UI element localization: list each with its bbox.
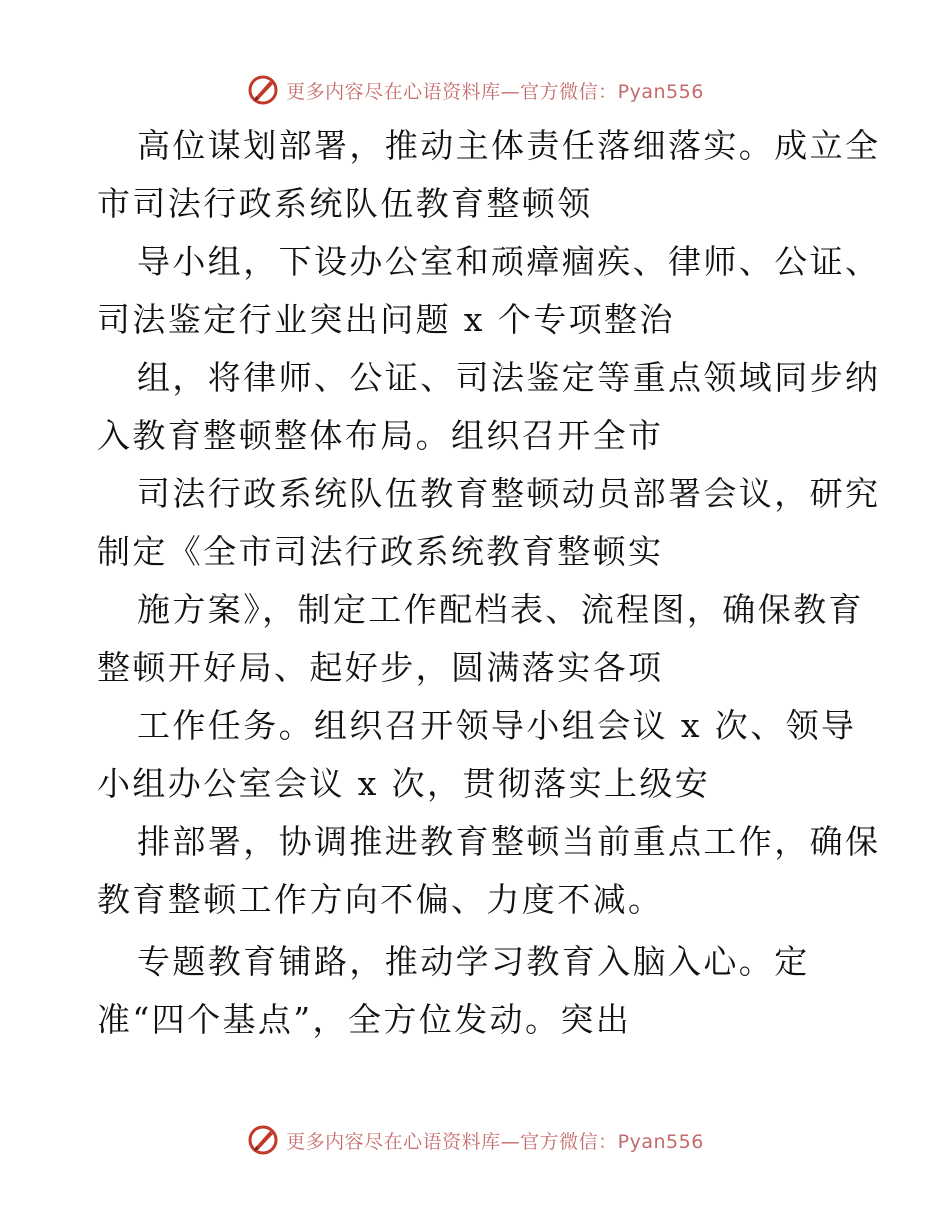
paragraph-1-line-2: 市司法行政系统队伍教育整顿领: [97, 184, 593, 223]
paragraph-1-line-1: 高位谋划部署，推动主体责任落细落实。成立全: [137, 126, 881, 165]
footer-watermark: [0, 1120, 950, 1160]
paragraph-5-line-2: 整顿开好局、起好步，圆满落实各项: [97, 648, 664, 687]
paragraph-3-line-1: 组，将律师、公证、司法鉴定等重点领域同步纳: [137, 358, 881, 397]
header-watermark: [0, 70, 950, 110]
watermark-text: 更多内容尽在心语资料库—官方微信：Pyan556: [286, 1130, 704, 1153]
paragraph-5-line-1: 施方案》，制定工作配档表、流程图，确保教育: [137, 590, 864, 629]
paragraph-4-line-1: 司法行政系统队伍教育整顿动员部署会议，研究: [137, 474, 881, 513]
paragraph-2-line-2: 司法鉴定行业突出问题 x 个专项整治: [97, 300, 675, 339]
paragraph-3-line-2: 入教育整顿整体布局。组织召开全市: [97, 416, 664, 455]
paragraph-8-line-1: 专题教育铺路，推动学习教育入脑入心。定: [137, 942, 810, 981]
watermark-text: 更多内容尽在心语资料库—官方微信：Pyan556: [286, 80, 704, 103]
paragraph-7-line-2: 教育整顿工作方向不偏、力度不减。: [97, 880, 664, 919]
paragraph-2-line-1: 导小组，下设办公室和顽瘴痼疾、律师、公证、: [137, 242, 881, 281]
paragraph-4-line-2: 制定《全市司法行政系统教育整顿实: [97, 532, 664, 571]
quill-pen-circle-icon: [246, 73, 280, 107]
quill-pen-circle-icon: [246, 1123, 280, 1157]
paragraph-8-line-2: 准“四个基点”，全方位发动。突出: [97, 1000, 632, 1039]
paragraph-7-line-1: 排部署，协调推进教育整顿当前重点工作，确保: [137, 822, 881, 861]
paragraph-6-line-2: 小组办公室会议 x 次，贯彻落实上级安: [97, 764, 711, 803]
paragraph-6-line-1: 工作任务。组织召开领导小组会议 x 次、领导: [137, 706, 857, 745]
